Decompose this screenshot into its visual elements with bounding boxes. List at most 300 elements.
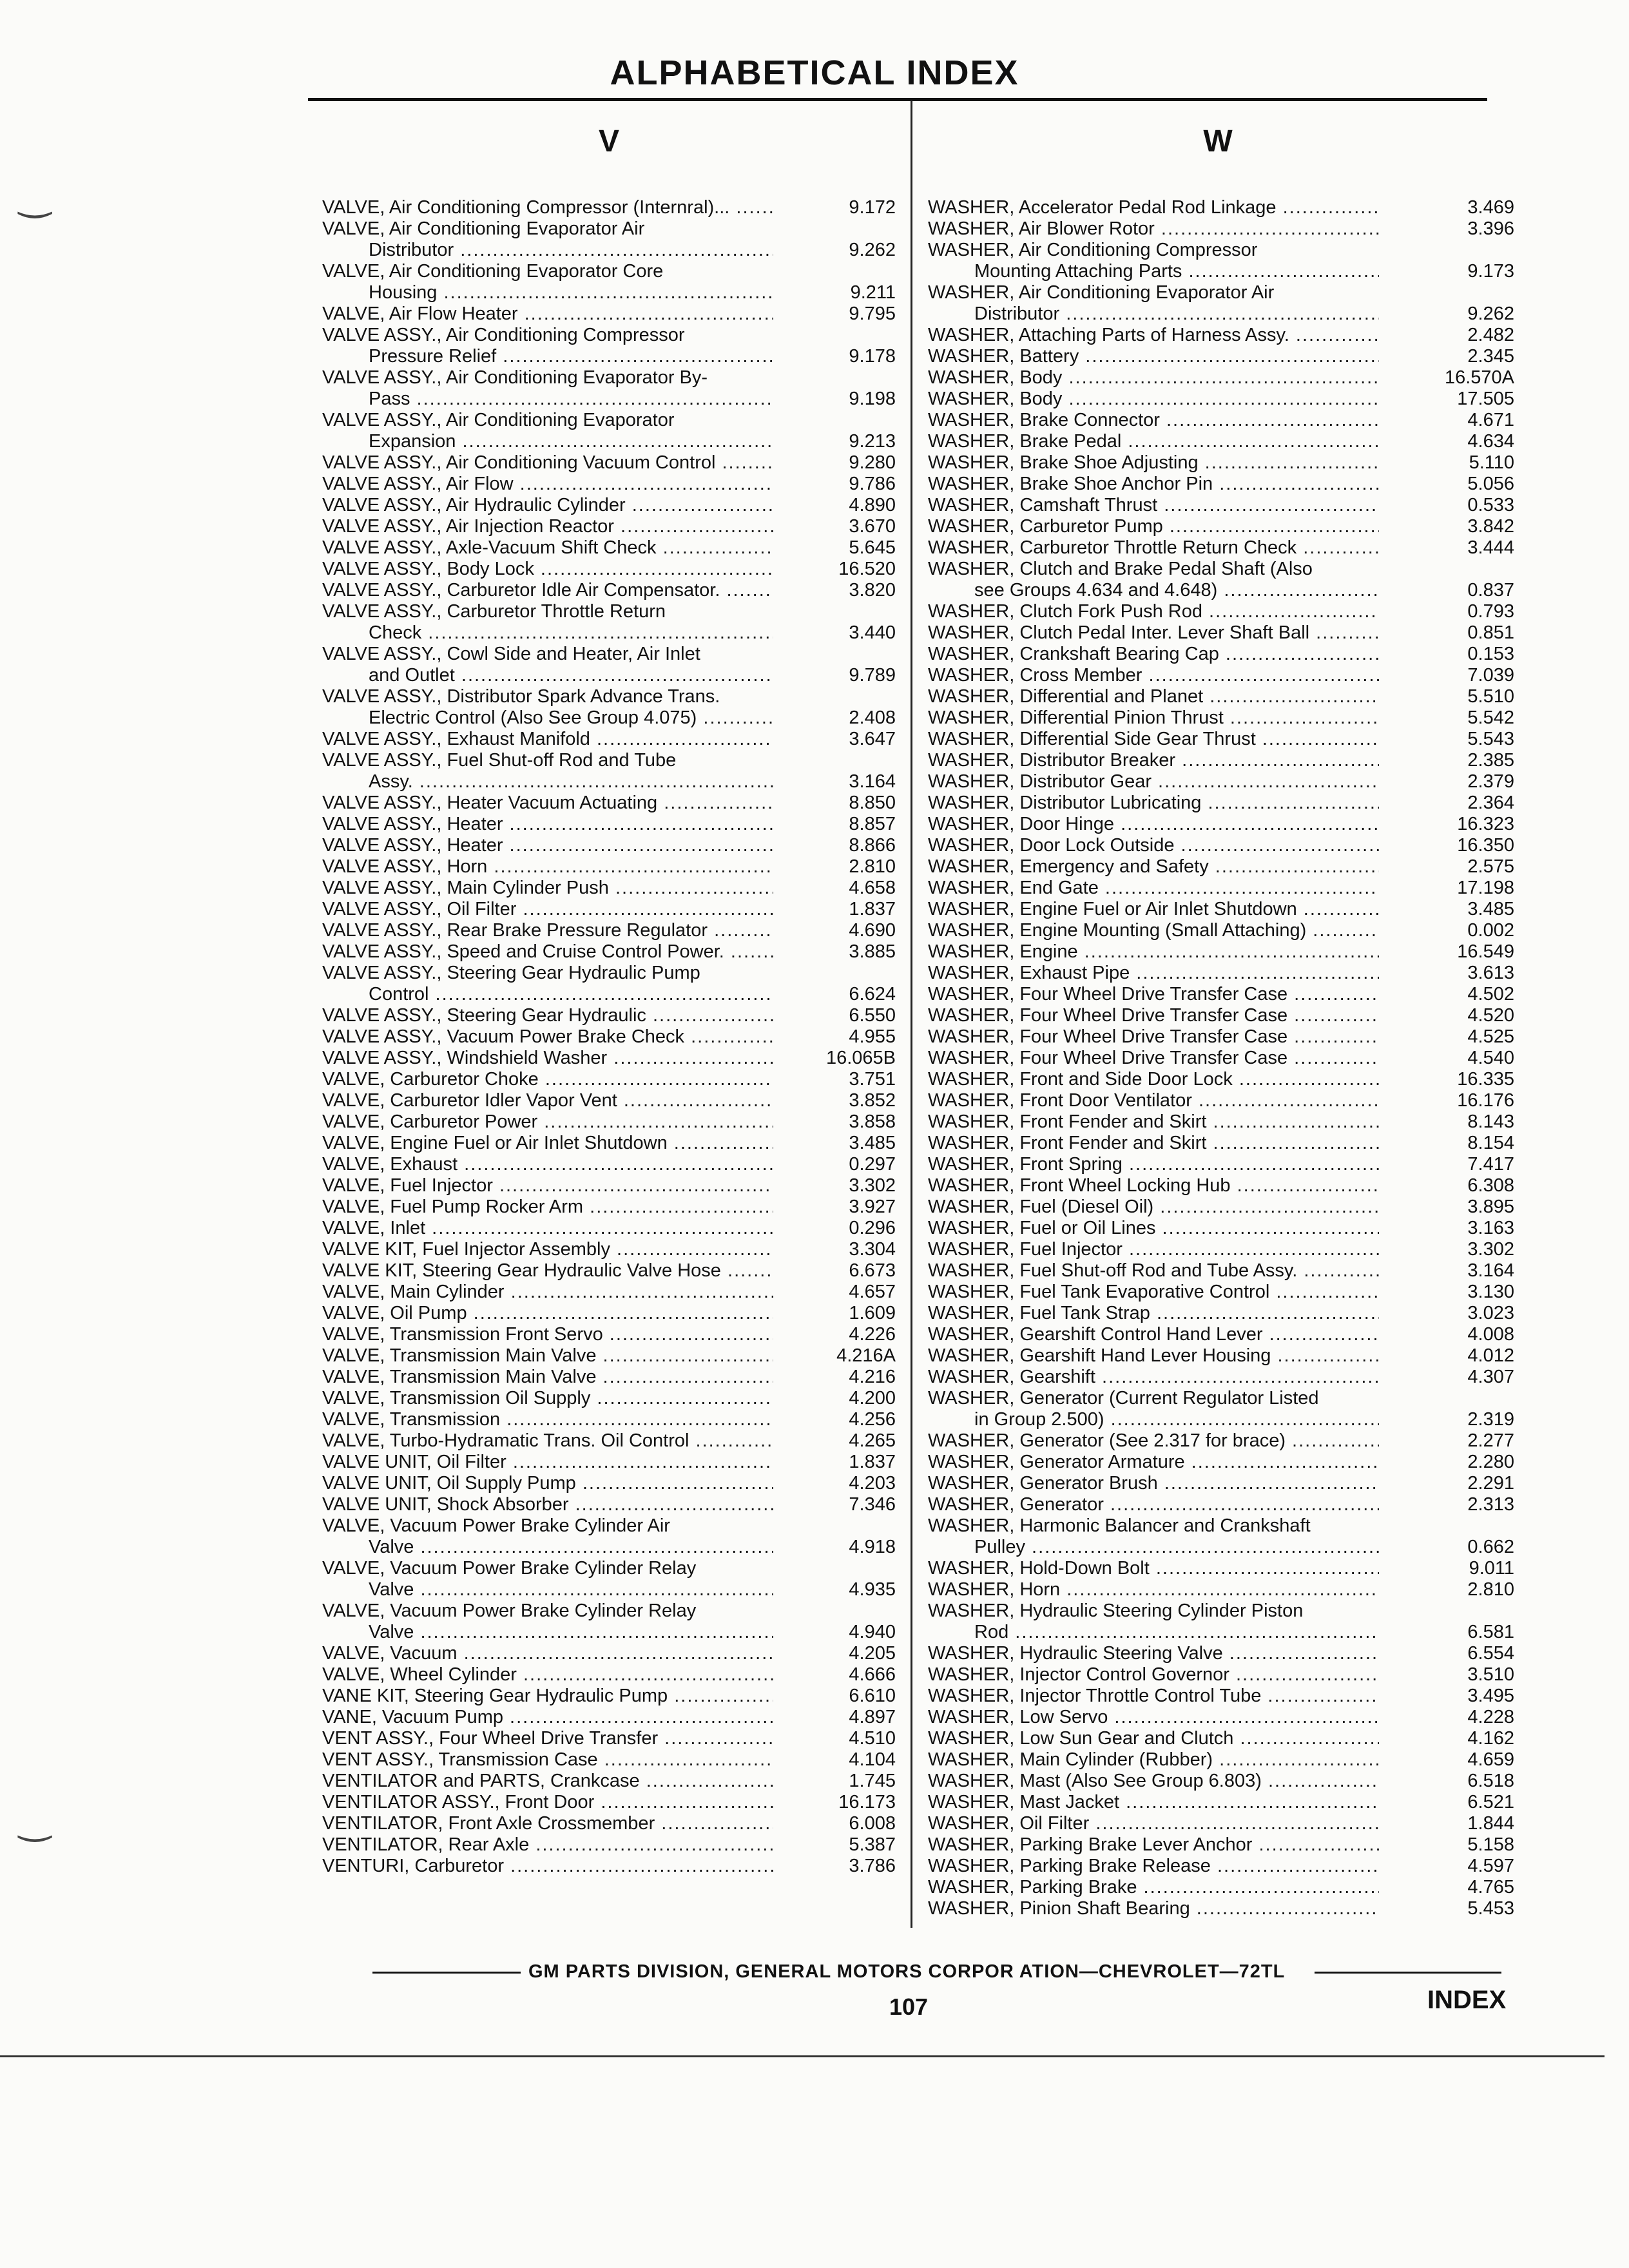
entry-group-number: 3.023 (1467, 1303, 1514, 1323)
entry-name: VALVE ASSY., Cowl Side and Heater, Air Inlet (322, 644, 700, 664)
entry-group-number: 6.554 (1467, 1643, 1514, 1664)
index-entry (928, 240, 1514, 261)
index-entry (322, 771, 896, 793)
entry-name: Valve ..... (322, 1537, 773, 1558)
entry-name: WASHER, Fuel (Diesel Oil) ..... (928, 1196, 1379, 1218)
entry-name: VALVE, Transmission Front Servo ..... (322, 1324, 773, 1345)
index-entry (322, 856, 896, 878)
entry-group-number: 9.795 (849, 303, 896, 324)
entry-name: Pulley ..... (928, 1537, 1379, 1558)
entry-group-number: 3.444 (1467, 537, 1514, 558)
entry-group-number: 4.520 (1467, 1005, 1514, 1026)
footer-rule-left (372, 1972, 521, 1974)
entry-name: WASHER, Camshaft Thrust ..... (928, 495, 1379, 516)
index-entry (928, 303, 1514, 325)
entry-name: WASHER, Door Lock Outside ..... (928, 835, 1379, 856)
index-entry (322, 1154, 896, 1175)
index-entry (928, 1005, 1514, 1026)
entry-name: WASHER, Fuel Injector ..... (928, 1239, 1379, 1260)
entry-group-number: 0.296 (849, 1218, 896, 1238)
entry-group-number: 2.810 (1467, 1579, 1514, 1600)
entry-name: VALVE, Carburetor Power ..... (322, 1111, 773, 1133)
entry-name: WASHER, Generator Brush ..... (928, 1473, 1379, 1494)
entry-group-number: 6.521 (1467, 1792, 1514, 1812)
entry-group-number: 16.520 (838, 559, 896, 579)
entry-name: VALVE ASSY., Air Conditioning Evaporator By- (322, 367, 708, 388)
entry-group-number: 3.820 (849, 580, 896, 601)
entry-group-number: 5.510 (1467, 686, 1514, 707)
page-number: 107 (889, 1994, 929, 2020)
header-rule (308, 98, 1487, 101)
entry-name: WASHER, Cross Member ..... (928, 665, 1379, 686)
entry-name: VALVE ASSY., Steering Gear Hydraulic ..... (322, 1005, 773, 1026)
entry-group-number: 3.440 (849, 622, 896, 643)
entry-name: VALVE, Main Cylinder ..... (322, 1282, 773, 1303)
entry-name: WASHER, Brake Connector ..... (928, 410, 1379, 431)
entry-group-number: 8.866 (849, 835, 896, 856)
index-entry (322, 1537, 896, 1558)
entry-name: VALVE UNIT, Oil Filter ..... (322, 1452, 773, 1473)
entry-name: WASHER, Parking Brake Release ..... (928, 1856, 1379, 1877)
index-entry (322, 899, 896, 920)
entry-group-number: 8.857 (849, 814, 896, 834)
index-entry (928, 1026, 1514, 1048)
entry-name: VALVE ASSY., Distributor Spark Advance Trans. (322, 686, 720, 707)
entry-name: VALVE UNIT, Shock Absorber ..... (322, 1494, 773, 1515)
entry-name: WASHER, Generator Armature ..... (928, 1452, 1379, 1473)
entry-name: WASHER, Body ..... (928, 367, 1379, 389)
index-entry (928, 282, 1514, 303)
entry-name: WASHER, Engine ..... (928, 941, 1379, 963)
entry-name: WASHER, Brake Shoe Adjusting ..... (928, 452, 1379, 474)
entry-group-number: 6.624 (849, 984, 896, 1004)
index-entry (322, 261, 896, 282)
entry-group-number: 4.657 (849, 1282, 896, 1302)
index-entry (322, 1579, 896, 1600)
index-entry (322, 1834, 896, 1856)
entry-name: WASHER, Accelerator Pedal Rod Linkage ..... (928, 197, 1379, 218)
entry-name: WASHER, Parking Brake ..... (928, 1877, 1379, 1898)
entry-group-number: 8.850 (849, 793, 896, 813)
entry-name: Valve ..... (322, 1579, 773, 1600)
bottom-rule (0, 2055, 1605, 2057)
index-entry (928, 1111, 1514, 1133)
index-entry (322, 1749, 896, 1771)
entry-name: VALVE ASSY., Heater ..... (322, 835, 773, 856)
footer-text: GM PARTS DIVISION, GENERAL MOTORS CORPOR ATION—CHEVROLET—72TL (528, 1961, 1286, 1982)
index-entry (928, 1834, 1514, 1856)
entry-name: VALVE, Wheel Cylinder ..... (322, 1664, 773, 1686)
index-entry (928, 1048, 1514, 1069)
entry-name: Pressure Relief ..... (322, 346, 773, 367)
entry-group-number: 9.198 (849, 389, 896, 409)
entry-name: VALVE ASSY., Air Hydraulic Cylinder ..... (322, 495, 773, 516)
entry-group-number: 4.200 (849, 1388, 896, 1408)
entry-name: VALVE UNIT, Oil Supply Pump ..... (322, 1473, 773, 1494)
entry-group-number: 3.164 (1467, 1260, 1514, 1281)
entry-group-number: 5.056 (1467, 474, 1514, 494)
index-entry (928, 856, 1514, 878)
scan-mark: ‿ (19, 1798, 51, 1841)
index-entry (322, 1324, 896, 1345)
index-entry (928, 1409, 1514, 1430)
entry-name: WASHER, Four Wheel Drive Transfer Case ..... (928, 984, 1379, 1005)
entry-group-number: 16.176 (1457, 1090, 1514, 1111)
entry-group-number: 4.012 (1467, 1345, 1514, 1366)
entry-name: WASHER, Gearshift ..... (928, 1367, 1379, 1388)
entry-group-number: 17.198 (1457, 878, 1514, 898)
index-entry (928, 495, 1514, 516)
index-entry (928, 1579, 1514, 1600)
entry-name: WASHER, Fuel Shut-off Rod and Tube Assy. ..... (928, 1260, 1379, 1282)
entry-group-number: 5.110 (1469, 452, 1514, 473)
entry-name: WASHER, Generator (Current Regulator Listed (928, 1388, 1319, 1408)
index-entry (322, 1111, 896, 1133)
index-entry (322, 1856, 896, 1877)
entry-name: WASHER, Brake Pedal ..... (928, 431, 1379, 452)
index-entry (322, 1260, 896, 1282)
entry-name: VALVE ASSY., Axle-Vacuum Shift Check ..... (322, 537, 773, 559)
index-entry (322, 1048, 896, 1069)
entry-group-number: 2.379 (1467, 771, 1514, 792)
entry-name: VALVE, Air Flow Heater ..... (322, 303, 773, 325)
entry-group-number: 3.485 (1467, 899, 1514, 919)
index-entry (322, 1430, 896, 1452)
entry-group-number: 3.842 (1467, 516, 1514, 537)
entry-group-number: 4.935 (849, 1579, 896, 1600)
entry-name: VANE KIT, Steering Gear Hydraulic Pump ..... (322, 1686, 773, 1707)
index-entry (928, 1473, 1514, 1494)
index-entry (322, 1175, 896, 1196)
entry-name: WASHER, Horn ..... (928, 1579, 1379, 1600)
entry-name: WASHER, Injector Control Governor ..... (928, 1664, 1379, 1686)
index-entry (322, 559, 896, 580)
entry-name: WASHER, Differential and Planet ..... (928, 686, 1379, 707)
entry-name: WASHER, Battery ..... (928, 346, 1379, 367)
entry-name: VALVE, Vacuum ..... (322, 1643, 773, 1664)
entry-name: VALVE ASSY., Air Injection Reactor ..... (322, 516, 773, 537)
entry-group-number: 2.575 (1467, 856, 1514, 877)
index-entry (928, 218, 1514, 240)
entry-group-number: 2.291 (1467, 1473, 1514, 1494)
index-entry (928, 1430, 1514, 1452)
entry-name: WASHER, Front Fender and Skirt ..... (928, 1111, 1379, 1133)
index-entry (928, 474, 1514, 495)
index-entry (928, 1303, 1514, 1324)
index-entry (928, 1196, 1514, 1218)
index-entry (928, 941, 1514, 963)
entry-name: WASHER, Mast (Also See Group 6.803) ..... (928, 1771, 1379, 1792)
entry-group-number: 2.408 (849, 707, 896, 728)
index-entry (928, 686, 1514, 707)
index-entry (928, 814, 1514, 835)
index-entry (322, 1090, 896, 1111)
index-entry (322, 325, 896, 346)
entry-name: VALVE ASSY., Horn ..... (322, 856, 773, 878)
entry-group-number: 9.786 (849, 474, 896, 494)
index-entry (322, 1664, 896, 1686)
index-entry (322, 1239, 896, 1260)
entry-name: WASHER, End Gate ..... (928, 878, 1379, 899)
index-entry (322, 218, 896, 240)
entry-group-number: 3.304 (849, 1239, 896, 1260)
entry-name: WASHER, Generator (See 2.317 for brace) ..... (928, 1430, 1379, 1452)
index-entry (928, 325, 1514, 346)
section-letter-v: V (598, 124, 619, 159)
entry-name: WASHER, Body ..... (928, 389, 1379, 410)
entry-name: WASHER, Air Conditioning Evaporator Air (928, 282, 1275, 303)
entry-name: WASHER, Hydraulic Steering Valve ..... (928, 1643, 1379, 1664)
index-entry (928, 1600, 1514, 1622)
entry-group-number: 3.302 (1467, 1239, 1514, 1260)
entry-group-number: 7.039 (1467, 665, 1514, 686)
index-entry (322, 729, 896, 750)
entry-group-number: 0.533 (1467, 495, 1514, 515)
entry-name: WASHER, Door Hinge ..... (928, 814, 1379, 835)
entry-group-number: 4.918 (849, 1537, 896, 1557)
entry-name: WASHER, Attaching Parts of Harness Assy. ..... (928, 325, 1379, 346)
entry-name: WASHER, Engine Mounting (Small Attaching) ..... (928, 920, 1379, 941)
entry-group-number: 4.765 (1467, 1877, 1514, 1898)
entry-name: VALVE ASSY., Fuel Shut-off Rod and Tube (322, 750, 677, 771)
entry-group-number: 2.385 (1467, 750, 1514, 771)
entry-group-number: 4.634 (1467, 431, 1514, 452)
entry-name: WASHER, Carburetor Throttle Return Check ..... (928, 537, 1379, 559)
entry-group-number: 4.666 (849, 1664, 896, 1685)
entry-name: Check ..... (322, 622, 773, 644)
entry-name: WASHER, Clutch Fork Push Rod ..... (928, 601, 1379, 622)
index-entry (322, 814, 896, 835)
index-entry (928, 1218, 1514, 1239)
entry-group-number: 6.308 (1467, 1175, 1514, 1196)
entry-group-number: 4.216 (849, 1367, 896, 1387)
entry-group-number: 16.323 (1457, 814, 1514, 834)
index-entry (928, 1515, 1514, 1537)
entry-group-number: 4.597 (1467, 1856, 1514, 1876)
index-entry (928, 1707, 1514, 1728)
index-entry (928, 750, 1514, 771)
index-entry (322, 197, 896, 218)
entry-group-number: 3.485 (849, 1133, 896, 1153)
index-entry (322, 1707, 896, 1728)
index-entry (322, 1686, 896, 1707)
entry-group-number: 9.789 (849, 665, 896, 686)
index-entry (928, 1664, 1514, 1686)
index-entry (322, 367, 896, 389)
entry-name: WASHER, Low Sun Gear and Clutch ..... (928, 1728, 1379, 1749)
entry-name: WASHER, Distributor Gear ..... (928, 771, 1379, 793)
entry-name: and Outlet ..... (322, 665, 773, 686)
index-entry (322, 835, 896, 856)
entry-group-number: 0.851 (1467, 622, 1514, 643)
entry-name: WASHER, Air Blower Rotor ..... (928, 218, 1379, 240)
index-entry (928, 1898, 1514, 1919)
entry-group-number: 4.890 (849, 495, 896, 515)
index-entry (322, 1643, 896, 1664)
entry-name: Housing ..... (322, 282, 773, 303)
entry-group-number: 1.609 (849, 1303, 896, 1323)
index-entry (322, 282, 896, 303)
entry-group-number: 5.645 (849, 537, 896, 558)
entry-name: WASHER, Fuel or Oil Lines ..... (928, 1218, 1379, 1239)
entry-group-number: 4.104 (849, 1749, 896, 1770)
entry-group-number: 9.213 (849, 431, 896, 452)
entry-name: VALVE, Transmission ..... (322, 1409, 773, 1430)
index-entry (322, 452, 896, 474)
entry-name: WASHER, Exhaust Pipe ..... (928, 963, 1379, 984)
entry-name: WASHER, Gearshift Hand Lever Housing ..... (928, 1345, 1379, 1367)
entry-group-number: 6.610 (849, 1686, 896, 1706)
index-entry (928, 1494, 1514, 1515)
entry-group-number: 3.670 (849, 516, 896, 537)
entry-name: WASHER, Main Cylinder (Rubber) ..... (928, 1749, 1379, 1771)
entry-name: Mounting Attaching Parts ..... (928, 261, 1379, 282)
entry-group-number: 6.550 (849, 1005, 896, 1026)
index-entry (928, 1771, 1514, 1792)
entry-name: Assy. ..... (322, 771, 773, 793)
entry-group-number: 9.011 (1469, 1558, 1514, 1579)
entry-group-number: 16.350 (1457, 835, 1514, 856)
entry-name: WASHER, Front and Side Door Lock ..... (928, 1069, 1379, 1090)
index-entry (928, 1686, 1514, 1707)
entry-name: VALVE ASSY., Exhaust Manifold ..... (322, 729, 773, 750)
index-entry (322, 1026, 896, 1048)
entry-group-number: 0.793 (1467, 601, 1514, 622)
entry-name: Expansion ..... (322, 431, 773, 452)
entry-name: Distributor ..... (322, 240, 773, 261)
entry-group-number: 6.673 (849, 1260, 896, 1281)
index-entry (322, 516, 896, 537)
entry-name: VALVE, Transmission Main Valve ..... (322, 1345, 773, 1367)
entry-group-number: 9.262 (1467, 303, 1514, 324)
entry-group-number: 2.319 (1467, 1409, 1514, 1430)
index-entry (928, 1260, 1514, 1282)
entry-group-number: 6.518 (1467, 1771, 1514, 1791)
index-entry (928, 197, 1514, 218)
entry-group-number: 4.307 (1467, 1367, 1514, 1387)
entry-name: WASHER, Fuel Tank Strap ..... (928, 1303, 1379, 1324)
index-entry (322, 303, 896, 325)
entry-group-number: 3.613 (1467, 963, 1514, 983)
index-entry (928, 1133, 1514, 1154)
index-entry (322, 1728, 896, 1749)
entry-group-number: 17.505 (1457, 389, 1514, 409)
entry-name: Distributor ..... (928, 303, 1379, 325)
index-entry (322, 580, 896, 601)
index-entry (322, 240, 896, 261)
index-entry (928, 1239, 1514, 1260)
index-entry (928, 389, 1514, 410)
index-entry (322, 665, 896, 686)
entry-name: WASHER, Injector Throttle Control Tube ..... (928, 1686, 1379, 1707)
entry-name: VALVE, Vacuum Power Brake Cylinder Relay (322, 1558, 697, 1579)
index-entry (322, 686, 896, 707)
entry-name: VALVE ASSY., Carburetor Throttle Return (322, 601, 666, 622)
entry-group-number: 3.927 (849, 1196, 896, 1217)
entry-group-number: 3.885 (849, 941, 896, 962)
index-entry (322, 1813, 896, 1834)
index-entry (322, 601, 896, 622)
index-entry (322, 1515, 896, 1537)
entry-name: VALVE ASSY., Speed and Cruise Control Power. ..... (322, 941, 773, 963)
entry-name: WASHER, Four Wheel Drive Transfer Case ..... (928, 1005, 1379, 1026)
index-entry (928, 1537, 1514, 1558)
index-entry (928, 431, 1514, 452)
entry-name: VALVE, Carburetor Choke ..... (322, 1069, 773, 1090)
index-entry (928, 793, 1514, 814)
entry-name: VALVE, Air Conditioning Evaporator Air (322, 218, 645, 239)
entry-group-number: 3.302 (849, 1175, 896, 1196)
entry-group-number: 3.163 (1467, 1218, 1514, 1238)
entry-group-number: 5.453 (1467, 1898, 1514, 1919)
entry-group-number: 2.313 (1467, 1494, 1514, 1515)
index-entry (322, 707, 896, 729)
index-list-v (322, 197, 896, 1877)
entry-name: VALVE, Engine Fuel or Air Inlet Shutdown ..... (322, 1133, 773, 1154)
entry-group-number: 3.510 (1467, 1664, 1514, 1685)
entry-name: WASHER, Front Wheel Locking Hub ..... (928, 1175, 1379, 1196)
entry-group-number: 9.178 (849, 346, 896, 367)
entry-name: VALVE ASSY., Main Cylinder Push ..... (322, 878, 773, 899)
entry-name: VALVE, Transmission Main Valve ..... (322, 1367, 773, 1388)
entry-group-number: 4.502 (1467, 984, 1514, 1004)
index-entry (322, 622, 896, 644)
index-list-w (928, 197, 1514, 1919)
entry-name: WASHER, Four Wheel Drive Transfer Case ..... (928, 1026, 1379, 1048)
entry-group-number: 9.262 (849, 240, 896, 260)
entry-name: WASHER, Differential Pinion Thrust ..... (928, 707, 1379, 729)
index-entry (322, 389, 896, 410)
index-entry (928, 580, 1514, 601)
section-letter-w: W (1203, 124, 1233, 159)
entry-name: WASHER, Clutch Pedal Inter. Lever Shaft Ball ..... (928, 622, 1379, 644)
entry-name: Pass ..... (322, 389, 773, 410)
entry-name: VALVE ASSY., Rear Brake Pressure Regulator ..... (322, 920, 773, 941)
index-entry (928, 1367, 1514, 1388)
entry-group-number: 4.510 (849, 1728, 896, 1749)
index-entry (322, 1005, 896, 1026)
index-entry (322, 1345, 896, 1367)
entry-group-number: 7.417 (1467, 1154, 1514, 1175)
index-entry (928, 1175, 1514, 1196)
entry-group-number: 1.844 (1467, 1813, 1514, 1834)
entry-group-number: 4.228 (1467, 1707, 1514, 1727)
entry-group-number: 16.570A (1444, 367, 1514, 388)
entry-group-number: 5.543 (1467, 729, 1514, 749)
entry-name: VALVE, Carburetor Idler Vapor Vent ..... (322, 1090, 773, 1111)
entry-group-number: 5.542 (1467, 707, 1514, 728)
index-entry (928, 1856, 1514, 1877)
index-entry (928, 1282, 1514, 1303)
index-entry (322, 750, 896, 771)
entry-group-number: 4.008 (1467, 1324, 1514, 1345)
entry-group-number: 4.216A (836, 1345, 896, 1366)
entry-name: VENT ASSY., Four Wheel Drive Transfer ..... (322, 1728, 773, 1749)
entry-name: Valve ..... (322, 1622, 773, 1643)
index-entry (928, 707, 1514, 729)
index-entry (322, 1303, 896, 1324)
entry-group-number: 3.852 (849, 1090, 896, 1111)
entry-group-number: 3.396 (1467, 218, 1514, 239)
entry-name: VALVE ASSY., Air Flow ..... (322, 474, 773, 495)
entry-name: VALVE ASSY., Heater Vacuum Actuating ..... (322, 793, 773, 814)
entry-name: VALVE ASSY., Air Conditioning Compressor (322, 325, 685, 345)
entry-name: VALVE, Oil Pump ..... (322, 1303, 773, 1324)
entry-name: VALVE KIT, Fuel Injector Assembly ..... (322, 1239, 773, 1260)
entry-name: VALVE KIT, Steering Gear Hydraulic Valve Hose ..... (322, 1260, 773, 1282)
index-entry (928, 261, 1514, 282)
entry-group-number: 3.495 (1467, 1686, 1514, 1706)
